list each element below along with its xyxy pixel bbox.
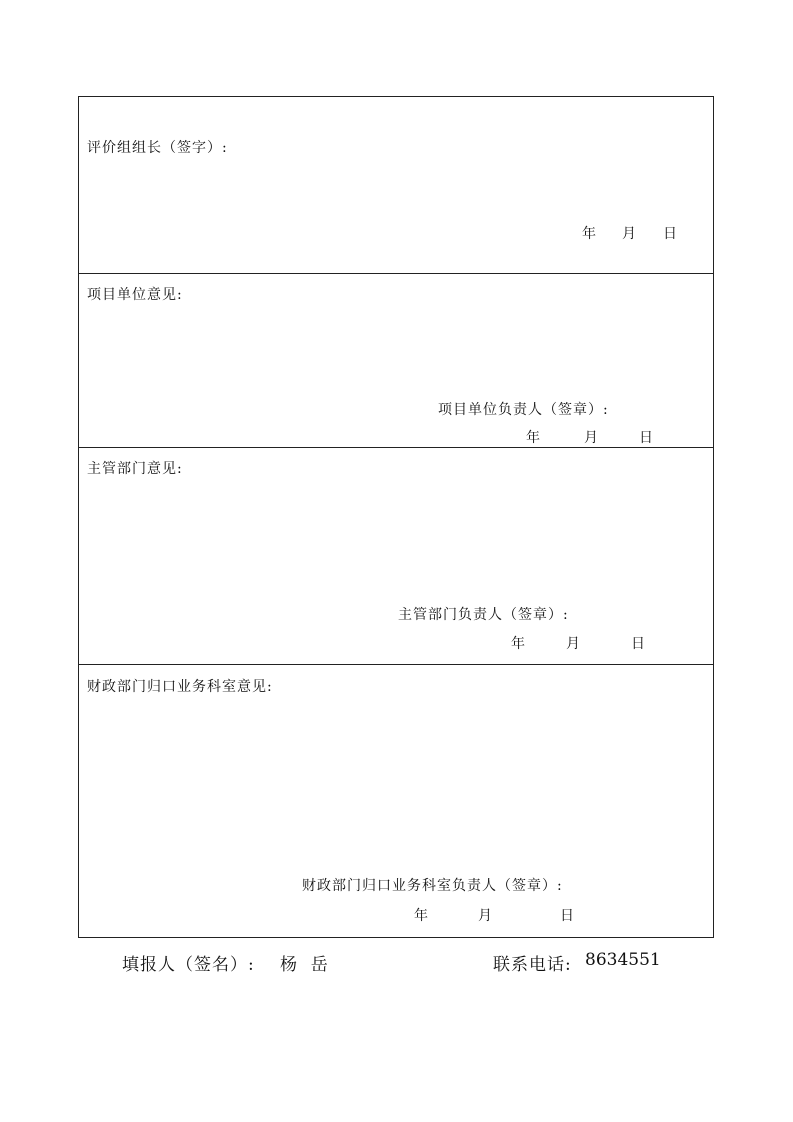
project-unit-opinion-label: 项目单位意见: bbox=[87, 287, 183, 303]
date-month: 月 bbox=[478, 908, 492, 924]
phone-label: 联系电话: bbox=[493, 955, 572, 975]
date-month: 月 bbox=[622, 226, 636, 242]
date-day: 日 bbox=[560, 908, 574, 924]
date-month: 月 bbox=[584, 430, 598, 446]
project-unit-section bbox=[79, 273, 713, 447]
opinion-form bbox=[78, 96, 714, 938]
date-year: 年 bbox=[526, 430, 540, 446]
date-day: 日 bbox=[631, 636, 645, 652]
finance-department-opinion-label: 财政部门归口业务科室意见: bbox=[87, 679, 273, 695]
filler-name: 杨 岳 bbox=[280, 955, 329, 975]
evaluation-leader-section bbox=[79, 97, 713, 273]
filler-label: 填报人（签名）: bbox=[122, 955, 255, 975]
project-unit-signer-label: 项目单位负责人（签章）: bbox=[438, 402, 609, 418]
evaluation-leader-label: 评价组组长（签字）: bbox=[87, 140, 228, 156]
date-month: 月 bbox=[566, 636, 580, 652]
date-year: 年 bbox=[511, 636, 525, 652]
competent-department-section bbox=[79, 447, 713, 664]
phone-value: 8634551 bbox=[585, 950, 661, 970]
date-year: 年 bbox=[414, 908, 428, 924]
date-day: 日 bbox=[639, 430, 653, 446]
competent-department-opinion-label: 主管部门意见: bbox=[87, 461, 183, 477]
finance-department-section bbox=[79, 664, 713, 937]
finance-department-signer-label: 财政部门归口业务科室负责人（签章）: bbox=[302, 878, 563, 894]
competent-department-signer-label: 主管部门负责人（签章）: bbox=[398, 607, 569, 623]
date-day: 日 bbox=[663, 226, 677, 242]
date-year: 年 bbox=[582, 226, 596, 242]
